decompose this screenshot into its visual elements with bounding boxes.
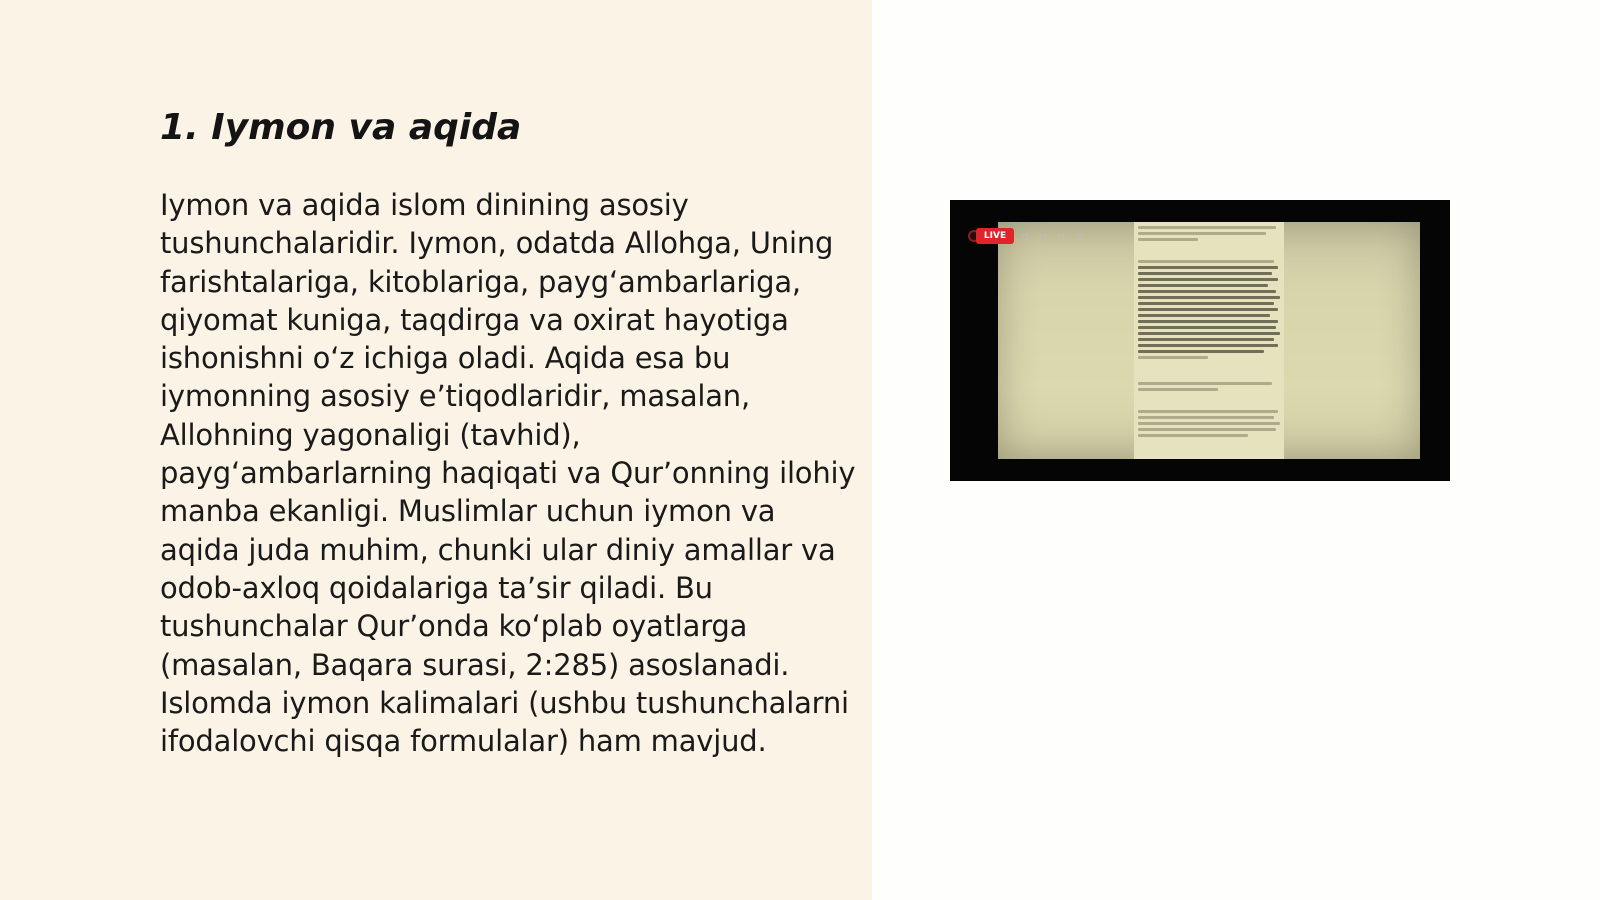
slide-body-text: Iymon va aqida islom dinining asosiy tushunchalaridir. Iymon, odatda Allohga, Uning farishtalariga, kitoblariga, payg‘ambarlariga, qiyomat kuniga, taqdirga va oxirat hayotiga ishonishni o‘z ichiga oladi. Aqida esa bu iymonning asosiy e’tiqodlaridir, masalan, Allohning yagonaligi (tavhid), payg‘ambarlarning haqiqati va Qur’onning ilohiy manba ekanligi. Muslimlar uchun iymon va aqida juda muhim, chunki ular diniy amallar va odob-axloq qoidalariga ta’sir qiladi. Bu tushunchalar Qur’onda ko‘plab oyatlarga (masalan, Baqara surasi, 2:285) asoslanadi. Islomda iymon kalimalari (ushbu tushunchalarni ifodalovchi qisqa formulalar) ham mavjud. — [160, 188, 856, 759]
document-text-column — [1134, 222, 1284, 459]
comment-icon — [1040, 234, 1046, 240]
slide-heading: 1. Iymon va aqida — [160, 107, 522, 148]
document-page-image — [998, 222, 1420, 459]
share-icon — [1058, 234, 1064, 240]
heart-icon — [1022, 234, 1028, 240]
live-stream-screenshot — [950, 200, 1450, 481]
live-badge: LIVE — [976, 228, 1014, 244]
more-icon — [1076, 234, 1082, 240]
stream-stats — [1022, 234, 1084, 240]
